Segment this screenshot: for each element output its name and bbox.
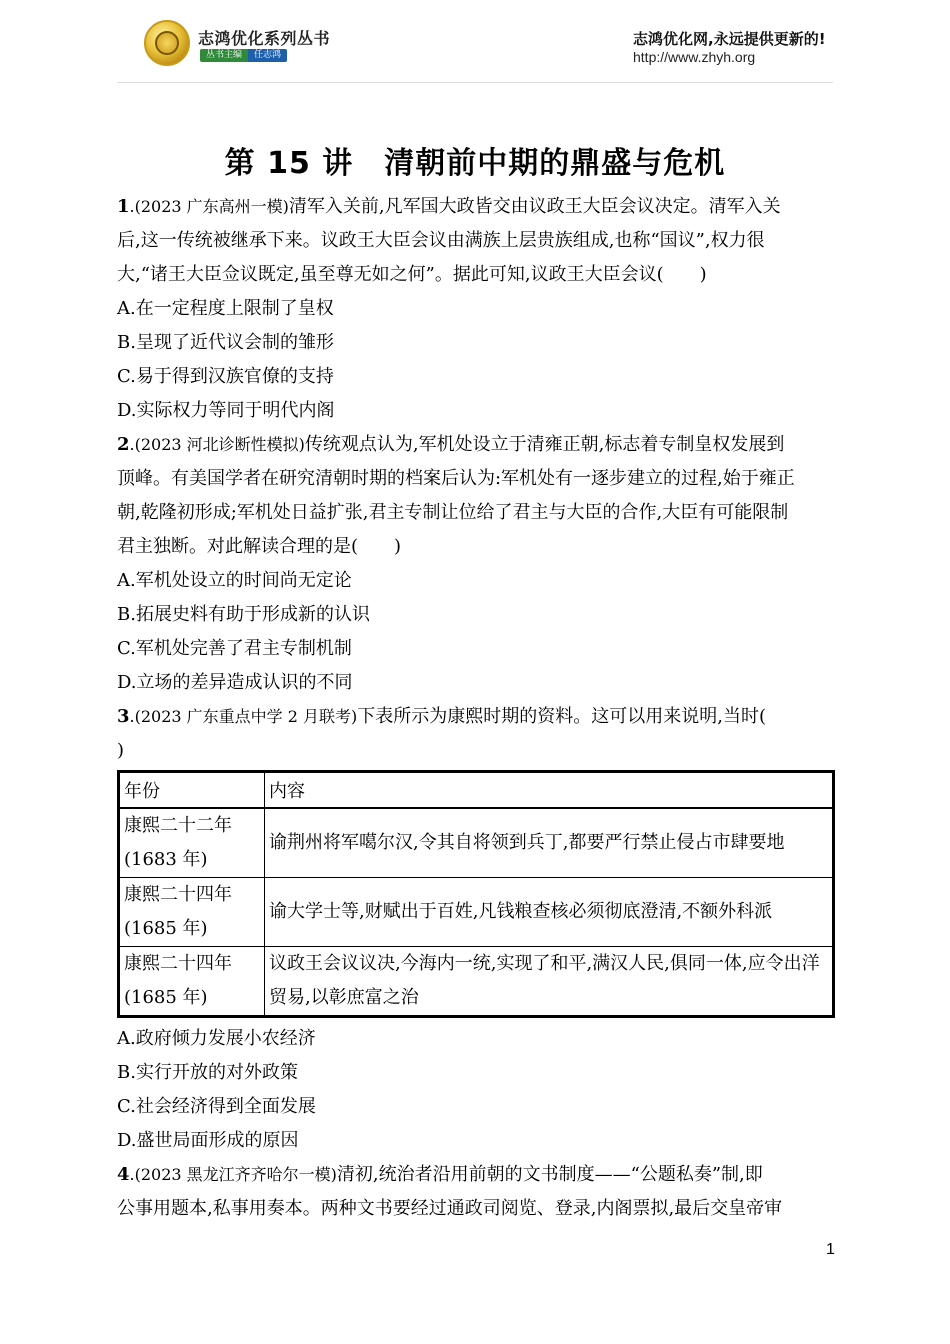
option-d[interactable]: D.盛世局面形成的原因 <box>117 1130 299 1151</box>
series-logo-icon <box>144 20 190 66</box>
table-cell-content: 谕大学士等,财赋出于百姓,凡钱粮查核必须彻底澄清,不额外科派 <box>265 878 834 947</box>
kangxi-table <box>117 770 835 1018</box>
option-c[interactable]: C.社会经济得到全面发展 <box>117 1096 316 1117</box>
header-divider <box>117 82 833 83</box>
question-2 <box>117 428 835 700</box>
question-text: 公事用题本,私事用奏本。两种文书要经过通政司阅览、登录,内阁票拟,最后交皇帝审 <box>117 1198 783 1219</box>
option-d[interactable]: D.实际权力等同于明代内阁 <box>117 400 335 421</box>
question-4 <box>117 1158 835 1226</box>
table-header-content: 内容 <box>265 772 834 809</box>
question-3 <box>117 700 835 1158</box>
editor-name: 任志鸿 <box>248 49 287 62</box>
question-text: 顶峰。有美国学者在研究清朝时期的档案后认为:军机处有一逐步建立的过程,始于雍正 <box>117 468 795 489</box>
option-b[interactable]: B.呈现了近代议会制的雏形 <box>117 332 334 353</box>
option-d[interactable]: D.立场的差异造成认识的不同 <box>117 672 353 693</box>
table-cell-content: 议政王会议议决,今海内一统,实现了和平,满汉人民,俱同一体,应令出洋贸易,以彰庶富之治 <box>265 947 834 1017</box>
table-row <box>119 808 834 878</box>
question-source: .(2023 广东高州一模) <box>129 197 289 216</box>
table-header-row <box>119 772 834 809</box>
question-text: 君主独断。对此解读合理的是( ) <box>117 536 402 557</box>
question-text: 朝,乾隆初形成;军机处日益扩张,君主专制让位给了君主与大臣的合作,大臣有可能限制 <box>117 502 789 523</box>
page-title: 第 15 讲 清朝前中期的鼎盛与危机 <box>224 146 726 181</box>
table-row <box>119 947 834 1017</box>
question-number: 1 <box>117 196 130 217</box>
site-url-link[interactable]: http://www.zhyh.org <box>633 49 756 65</box>
option-b[interactable]: B.拓展史料有助于形成新的认识 <box>117 604 370 625</box>
option-c[interactable]: C.军机处完善了君主专制机制 <box>117 638 352 659</box>
table-cell-year: 康熙二十四年 (1685 年) <box>119 878 265 947</box>
question-text: 清初,统治者沿用前朝的文书制度——“公题私奏”制,即 <box>336 1164 763 1185</box>
question-source: .(2023 河北诊断性模拟) <box>129 435 305 454</box>
editor-credit <box>200 49 287 62</box>
question-text: 后,这一传统被继承下来。议政王大臣会议由满族上层贵族组成,也称“国议”,权力很 <box>117 230 765 251</box>
question-text: 大,“诸王大臣佥议既定,虽至尊无如之何”。据此可知,议政王大臣会议( ) <box>117 264 707 285</box>
option-a[interactable]: A.在一定程度上限制了皇权 <box>117 298 334 319</box>
question-text: 清军入关前,凡军国大政皆交由议政王大臣会议决定。清军入关 <box>288 196 781 217</box>
question-text: 传统观点认为,军机处设立于清雍正朝,标志着专制皇权发展到 <box>304 434 785 455</box>
question-number: 2 <box>117 434 130 455</box>
option-a[interactable]: A.政府倾力发展小农经济 <box>117 1028 316 1049</box>
question-text: 下表所示为康熙时期的资料。这可以用来说明,当时( <box>357 706 767 727</box>
page-header <box>0 0 950 90</box>
table-cell-year: 康熙二十四年 (1685 年) <box>119 947 265 1017</box>
option-b[interactable]: B.实行开放的对外政策 <box>117 1062 298 1083</box>
question-source: .(2023 广东重点中学 2 月联考) <box>129 707 358 726</box>
page-number: 1 <box>826 1241 835 1258</box>
question-number: 3 <box>117 706 130 727</box>
question-number: 4 <box>117 1164 130 1185</box>
question-source: .(2023 黑龙江齐齐哈尔一模) <box>129 1165 337 1184</box>
table-cell-content: 谕荆州将军噶尔汉,令其自将领到兵丁,都要严行禁止侵占市肆要地 <box>265 808 834 878</box>
site-slogan: 志鸿优化网,永远提供更新的! <box>633 30 826 48</box>
question-text: ) <box>117 740 125 761</box>
series-title: 志鸿优化系列丛书 <box>198 29 331 48</box>
table-cell-year: 康熙二十二年 (1683 年) <box>119 808 265 878</box>
question-1 <box>117 190 835 428</box>
editor-label: 丛书主编 <box>200 49 248 62</box>
table-row <box>119 878 834 947</box>
table-header-year: 年份 <box>119 772 265 809</box>
option-a[interactable]: A.军机处设立的时间尚无定论 <box>117 570 352 591</box>
question-list <box>117 190 835 1226</box>
option-c[interactable]: C.易于得到汉族官僚的支持 <box>117 366 334 387</box>
